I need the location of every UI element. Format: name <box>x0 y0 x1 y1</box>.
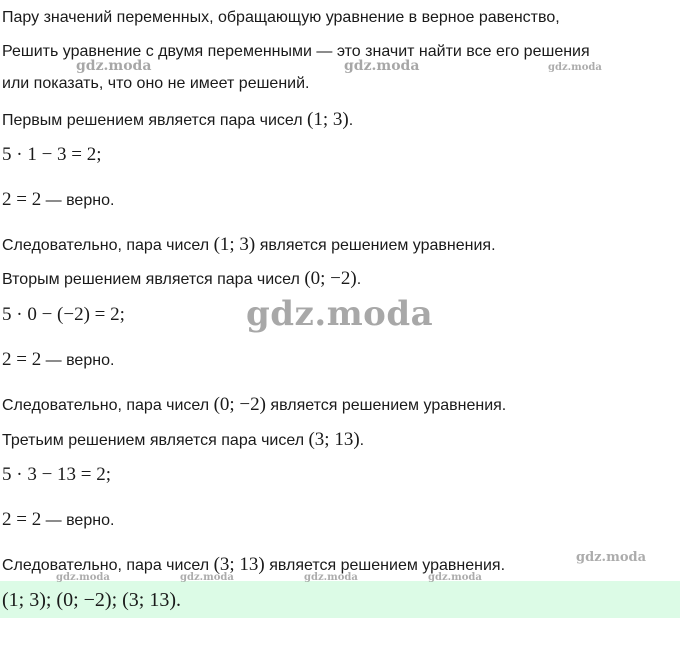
watermark: gdz.moda <box>548 62 602 73</box>
equation-line <box>2 145 102 166</box>
math-expression: 2 = 2 <box>2 509 42 530</box>
math-expression: 2 = 2 <box>2 349 42 370</box>
text-line: 2 = 2 — верно. <box>2 349 115 370</box>
text-line: Вторым решением является пара чисел (0; −2). <box>2 268 362 289</box>
equation-line <box>2 465 111 486</box>
watermark: gdz.moda <box>180 572 234 583</box>
text-line: 2 = 2 — верно. <box>2 509 115 530</box>
text-line: Следовательно, пара чисел (3; 13) является решением уравнения. <box>2 554 506 575</box>
math-expression: (3; 13) <box>308 429 360 450</box>
math-expression: (0; −2) <box>304 268 357 289</box>
watermark: gdz.moda <box>76 58 152 74</box>
watermark: gdz.moda <box>304 572 358 583</box>
answer-box <box>0 581 680 618</box>
equation-line <box>2 305 125 326</box>
watermark: gdz.moda <box>344 58 420 74</box>
math-expression: (0; −2) <box>213 394 266 415</box>
math-expression: 5 · 1 − 3 = 2; <box>2 144 102 165</box>
math-expression: 5 · 3 − 13 = 2; <box>2 464 112 485</box>
text-line: 2 = 2 — верно. <box>2 189 115 210</box>
answer-text: (1; 3); (0; −2); (3; 13). <box>2 589 182 611</box>
math-expression: (1; 3) <box>213 234 256 255</box>
watermark: gdz.moda <box>56 572 110 583</box>
text-line: Следовательно, пара чисел (1; 3) является решением уравнения. <box>2 234 496 255</box>
text-line: Третьим решением является пара чисел (3; 13). <box>2 429 365 450</box>
text-line: Первым решением является пара чисел (1; 3). <box>2 109 354 130</box>
watermark: gdz.moda <box>428 572 482 583</box>
text-line: Пару значений переменных, обращающую уравнение в верное равенство, <box>2 9 560 26</box>
watermark: gdz.moda <box>246 294 434 334</box>
text-line: Следовательно, пара чисел (0; −2) является решением уравнения. <box>2 394 507 415</box>
text-line: Решить уравнение с двумя переменными — это значит найти все его решения <box>2 43 590 60</box>
math-expression: 2 = 2 <box>2 189 42 210</box>
math-expression: 5 · 0 − (−2) = 2; <box>2 304 125 325</box>
text-line: или показать, что оно не имеет решений. <box>2 75 310 92</box>
math-expression: (3; 13) <box>213 554 265 575</box>
math-expression: (1; 3) <box>307 109 349 130</box>
watermark: gdz.moda <box>576 550 647 565</box>
